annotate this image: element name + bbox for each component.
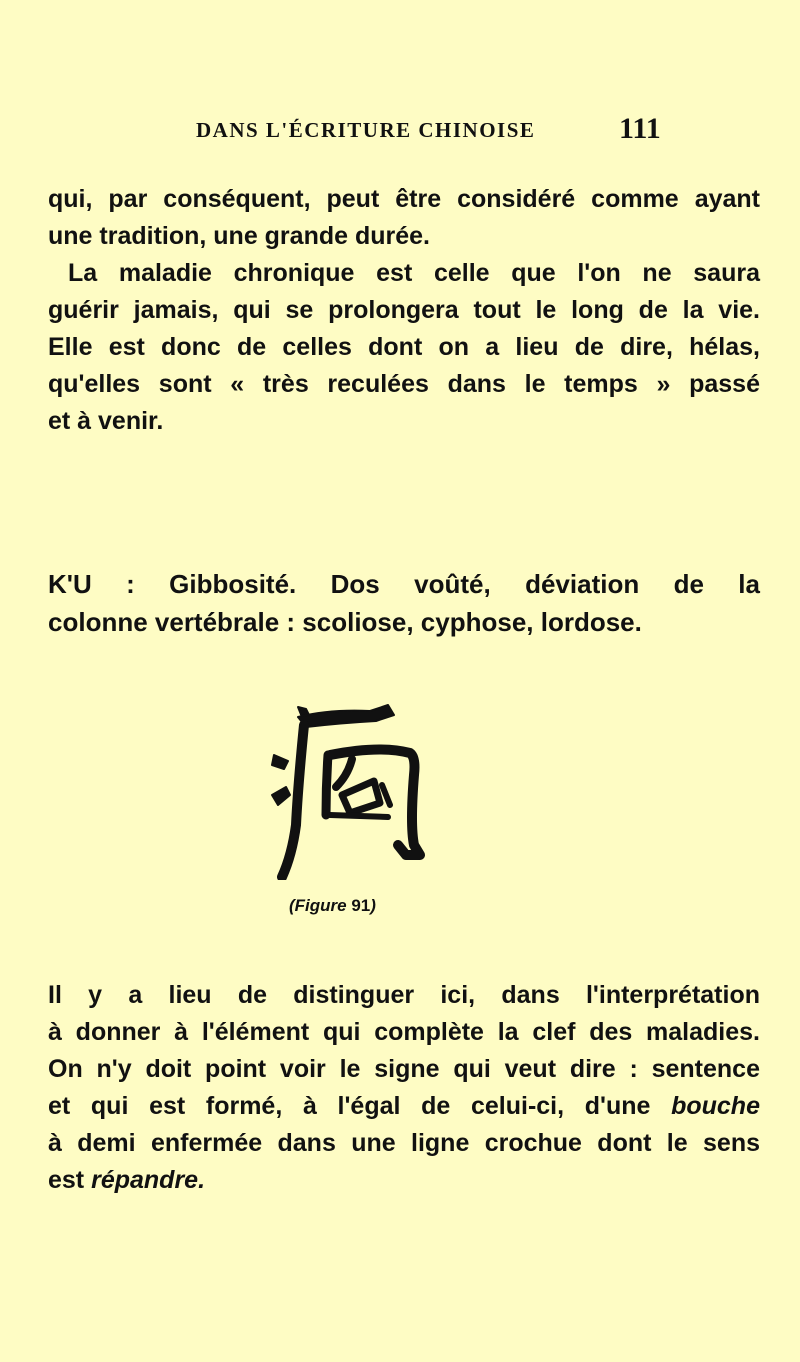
chinese-character-ku-glyph-icon [270, 695, 440, 880]
text-line-with-italic [48, 1162, 760, 1199]
text-line-with-italic [48, 1088, 760, 1125]
text-line-part: et qui est formé, à l'égal de celui-ci, d'une [48, 1092, 651, 1120]
paragraph-2 [48, 977, 760, 1199]
italic-word: répandre. [91, 1166, 206, 1194]
figure-caption [289, 896, 376, 916]
entry-line: colonne vertébrale : scoliose, cyphose, lordose. [48, 607, 642, 637]
text-line: guérir jamais, qui se prolongera tout le long de la vie. [48, 296, 760, 324]
text-line: Elle est donc de celles dont on a lieu de dire, hélas, [48, 333, 760, 361]
running-head: DANS L'ÉCRITURE CHINOISE [196, 118, 536, 142]
text-line: qu'elles sont « très reculées dans le temps » passé [48, 370, 760, 398]
text-line: On n'y doit point voir le signe qui veut dire : sentence [48, 1055, 760, 1083]
caption-prefix: (Figure [289, 896, 347, 915]
chinese-character-figure [270, 695, 440, 880]
text-line: une tradition, une grande durée. [48, 222, 430, 250]
caption-suffix: ) [370, 896, 376, 915]
text-line: qui, par conséquent, peut être considéré comme ayant [48, 185, 760, 213]
dictionary-entry [48, 565, 760, 641]
page-number: 111 [619, 112, 661, 145]
text-line: et à venir. [48, 407, 164, 435]
text-line-part: est [48, 1166, 85, 1194]
text-line: à donner à l'élément qui complète la clef des maladies. [48, 1018, 760, 1046]
paragraph-1 [48, 181, 760, 440]
text-line: Il y a lieu de distinguer ici, dans l'interprétation [48, 981, 760, 1009]
italic-word: bouche [671, 1092, 760, 1120]
caption-number: 91 [351, 896, 371, 915]
page-header [0, 112, 800, 152]
entry-line: K'U : Gibbosité. Dos voûté, déviation de la [48, 569, 760, 599]
text-line: La maladie chronique est celle que l'on ne saura [68, 259, 760, 287]
text-line: à demi enfermée dans une ligne crochue dont le sens [48, 1129, 760, 1157]
